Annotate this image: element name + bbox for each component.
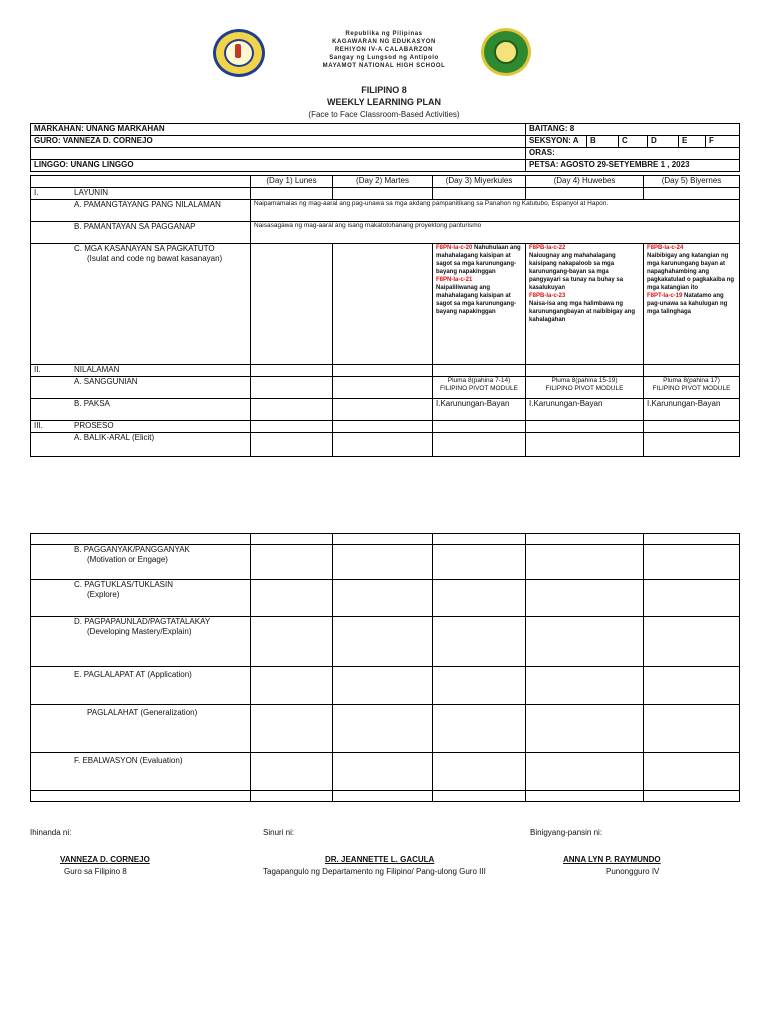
header-school: MAYAMOT NATIONAL HIGH SCHOOL (322, 63, 446, 69)
sanggunian-day3: Pluma 8(pahina 7-14) FILIPINO PIVOT MODULE (433, 377, 526, 399)
prepared-by-role: Guro sa Filipino 8 (64, 867, 127, 876)
day1-header: (Day 1) Lunes (251, 176, 333, 188)
baitang-cell: BAITANG: 8 (526, 124, 740, 136)
layunin-row-label (31, 188, 251, 200)
roman-i: I. (34, 188, 39, 197)
kasanayan-day3: F8PN-Ia-c-20 Nahuhulaan ang mahahalagang kaisipan at sagot sa mga karunungang-bayang napakinggan F8PN-Ia-c-21 Naipaliliwanag ang mahahalagang kaisipan at sagot sa mga karunungang-bayang napakinggan (433, 244, 526, 365)
section-e: E (679, 136, 706, 148)
day5-header: (Day 5) Biyernes (644, 176, 740, 188)
checked-by-label: Sinuri ni: (263, 828, 295, 837)
paksa-day5: I.Karunungan-Bayan (644, 399, 740, 421)
proseso-row-label: III. PROSESO (31, 421, 251, 433)
day3-header: (Day 3) Miyerkules (433, 176, 526, 188)
noted-by-name: ANNA LYN P. RAYMUNDO (563, 855, 661, 864)
sanggunian-day4: Pluma 8(pahina 15-19) FILIPINO PIVOT MODULE (526, 377, 644, 399)
sanggunian-label: A. SANGGUNIAN (31, 377, 251, 399)
guro-blank-cell (31, 148, 526, 160)
competency-code: F8PB-Ia-c-23 (529, 293, 566, 299)
header-division: Sangay ng Lungsod ng Antipolo (329, 55, 439, 61)
paglalapat-label: E. PAGLALAPAT AT (Application) (31, 667, 251, 705)
section-b: B (587, 136, 619, 148)
checked-by-name: DR. JEANNETTE L. GACULA (325, 855, 435, 864)
markahan-cell: MARKAHAN: UNANG MARKAHAN (31, 124, 526, 136)
corner-cell (31, 176, 251, 188)
sanggunian-day5: Pluma 8(pahina 17) FILIPINO PIVOT MODULE (644, 377, 740, 399)
competency-code: F8PB-Ia-c-24 (647, 245, 684, 251)
competency-code: F8PN-Ia-c-20 (436, 245, 473, 251)
paksa-day3: I.Karunungan-Bayan (433, 399, 526, 421)
oras-cell: ORAS: (526, 148, 740, 160)
section-c: C (619, 136, 648, 148)
header-republic: Republika ng Pilipinas (345, 31, 423, 37)
prepared-by-label: Ihinanda ni: (30, 828, 72, 837)
day2-header: (Day 2) Martes (333, 176, 433, 188)
pagtuklas-label: C. PAGTUKLAS/TUKLASIN (Explore) (31, 580, 251, 617)
document-title: WEEKLY LEARNING PLAN (326, 97, 441, 107)
subject-title: FILIPINO 8 (361, 85, 407, 95)
kasanayan-label: C. MGA KASANAYAN SA PAGKATUTO (Isulat and code ng bawat kasanayan) (31, 244, 251, 365)
noted-by-role: Punongguro IV (606, 867, 660, 876)
competency-code: F8PT-Ia-c-19 (647, 293, 683, 299)
petsa-cell: PETSA: AGOSTO 29-SETYEMBRE 1 , 2023 (526, 160, 740, 172)
pagganap-text: Naisasagawa ng mag-aaral ang isang makatotohanang proyektong panturismo (251, 222, 740, 244)
paglalahat-label: PAGLALAHAT (Generalization) (31, 705, 251, 753)
header-region: REHIYON IV-A CALABARZON (334, 47, 434, 53)
pagganap-label: B. PAMANTAYAN SA PAGGANAP (31, 222, 251, 244)
seksyon-cell: SEKSYON: A (526, 136, 587, 148)
section-f: F (706, 136, 740, 148)
kasanayan-day4: F8PB-Ia-c-22 Naiuugnay ang mahahalagang kaisipang nakapaloob sa mga karunungang-bayan sa mga pangyayari sa tunay na buhay sa kasalukuyan F8PB-Ia-c-23 Naisa-isa ang mga halimbawa ng karunungangbayan at naibibigay ang kahalagahan (526, 244, 644, 365)
kasanayan-day1 (251, 244, 333, 365)
pang-nilalaman-text: Naipamamalas ng mag-aaral ang pag-unawa sa mga akdang pampanitikang sa Panahon ng Katutubo, Espanyol at Hapon. (251, 200, 740, 222)
competency-code: F8PB-Ia-c-22 (529, 245, 566, 251)
guro-cell: GURO: VANNEZA D. CORNEJO (31, 136, 526, 148)
kasanayan-day5: F8PB-Ia-c-24 Naibibigay ang katangian ng mga karunungang bayan at napaghahambing ang pagkakatulad o pagkakaiba ng mga katangian ito F8PT-Ia-c-19 Natatamo ang pag-unawa sa kahulugan ng mga talinghaga (644, 244, 740, 365)
competency-code: F8PN-Ia-c-21 (436, 277, 473, 283)
weekly-plan-table (30, 175, 740, 457)
day4-header: (Day 4) Huwebes (526, 176, 644, 188)
paksa-label: B. PAKSA (31, 399, 251, 421)
checked-by-role: Tagapangulo ng Departamento ng Filipino/ Pang-ulong Guro III (263, 867, 486, 876)
prepared-by-name: VANNEZA D. CORNEJO (60, 855, 150, 864)
layunin-label: LAYUNIN (74, 188, 109, 197)
section-d: D (648, 136, 679, 148)
paksa-day4: I.Karunungan-Bayan (526, 399, 644, 421)
header-department: KAGAWARAN NG EDUKASYON (332, 39, 436, 45)
noted-by-label: Binigyang-pansin ni: (530, 828, 603, 837)
kasanayan-day2 (333, 244, 433, 365)
balik-aral-label: A. BALIK-ARAL (Elicit) (31, 433, 251, 457)
nilalaman-row-label: II. NILALAMAN (31, 365, 251, 377)
pang-nilalaman-label: A. PAMANGTAYANG PANG NILALAMAN (31, 200, 251, 222)
document-subtitle: (Face to Face Classroom-Based Activities) (308, 110, 460, 119)
linggo-cell: LINGGO: UNANG LINGGO (31, 160, 526, 172)
weekly-plan-table-top (30, 123, 740, 172)
ebalwasyon-label: F. EBALWASYON (Evaluation) (31, 753, 251, 791)
kasanayan-sublabel: (Isulat and code ng bawat kasanayan) (87, 254, 223, 263)
weekly-plan-table-continued (30, 533, 740, 802)
pagganyak-label: B. PAGGANYAK/PANGGANYAK (Motivation or Engage) (31, 545, 251, 580)
pagpapaunlad-label: D. PAGPAPAUNLAD/PAGTATALAKAY (Developing Mastery/Explain) (31, 617, 251, 667)
